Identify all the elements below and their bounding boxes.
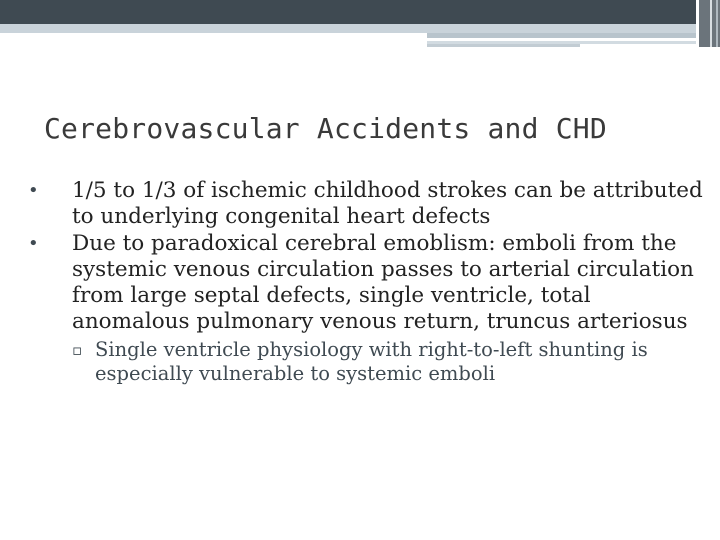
bullet-text: Due to paradoxical cerebral emoblism: emboli from the systemic venous circulation passes to arterial circulation from large septal defects, single ventricle, total anomalous pulmonary venous return, truncus arteriosus	[72, 231, 694, 334]
header-bar-light	[0, 24, 696, 33]
subbullet-marker: ▫	[72, 341, 83, 359]
slide-title: Cerebrovascular Accidents and CHD	[44, 112, 607, 145]
subbullet-item	[26, 338, 710, 386]
bullet-text: 1/5 to 1/3 of ischemic childhood strokes can be attributed to underlying congenital heart defects	[72, 178, 703, 229]
bullet-item	[26, 231, 710, 335]
bullet-marker: •	[28, 233, 39, 254]
bullet-item	[26, 178, 710, 230]
slide-body	[26, 178, 710, 386]
header-accent-stripe-3	[427, 44, 580, 47]
header-right-line	[716, 0, 718, 47]
header-right-stripe	[710, 0, 712, 47]
subbullet-text: Single ventricle physiology with right-to-left shunting is especially vulnerable to systemic emboli	[95, 338, 648, 385]
header-bar-dark	[0, 0, 696, 24]
bullet-marker: •	[28, 180, 39, 201]
